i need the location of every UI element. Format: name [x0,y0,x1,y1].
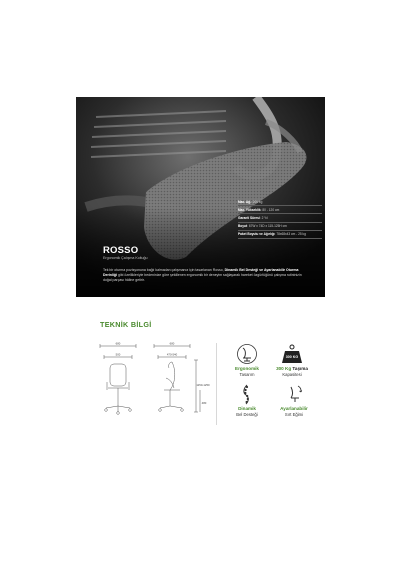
dim-front-seat: 500 [115,352,121,357]
feature-subtitle: Bel Desteği [236,411,258,417]
spec-row: Max. Ağ.: 200 kg [238,198,322,206]
dim-height: 1150-1250 [196,383,210,387]
feature-subtitle: Tasarım [239,371,255,377]
spec-row: Garanti Süresi: 2 Yıl [238,214,322,222]
product-subtitle: Ergonomik Çalışma Koltuğu [103,256,148,260]
feature-subtitle: Sırt Eğimi [284,411,304,417]
feature-ergonomic [225,343,269,377]
spec-row: Max. Yükseklik: 80 - 120 cm [238,206,322,214]
feature-capacity [270,343,314,377]
technical-drawing [90,340,210,432]
dim-front-width: 680 [115,341,121,346]
feature-title: 300 Kg Taşıma [276,366,308,371]
weight-300kg-icon [281,343,303,365]
product-hero [76,97,325,297]
feature-title: Ergonomik [235,366,259,371]
feature-lumbar [225,383,269,417]
product-title: ROSSO [103,245,139,256]
technical-heading: TEKNİK BİLGİ [100,320,152,329]
ergonomic-chair-icon [236,343,258,365]
spec-list [238,198,322,239]
feature-title: Dinamik [238,406,256,411]
dim-side-depth: 680 [169,341,175,346]
chair-closeup-photo [76,97,325,297]
lumbar-support-icon [236,383,258,405]
feature-adjustable [272,383,316,417]
adjustable-seat-icon [283,383,305,405]
spec-row: Boyut: 67W x 74D x 115-125H cm [238,223,322,231]
feature-subtitle: Kapasitesi [282,371,302,377]
weight-badge-text: 300 KG [285,355,299,359]
feature-title: Ayarlanabilir [280,406,308,411]
spec-row: Paket Boyutu ve Ağırlığı: 78x68x43 cm - 25 kg [238,231,322,239]
section-divider [216,343,217,425]
dim-seat-height: 480 [201,401,207,405]
dim-side-seat: 470-540 [166,352,178,357]
product-description: Tek bir oturma pozisyonuna bağlı kalmadan çalışmanız için tasarlanan Rosso, Dinamik Bel Desteği ve Ayarlanabilir Oturma Derinliği gibi özellikleriyle bedeninize göre şekillenen ergonomik bir deneyim sağlayarak hareket özgürlüğünü çalışma rutininizin doğal parçası hâline getirir. [103,268,302,283]
